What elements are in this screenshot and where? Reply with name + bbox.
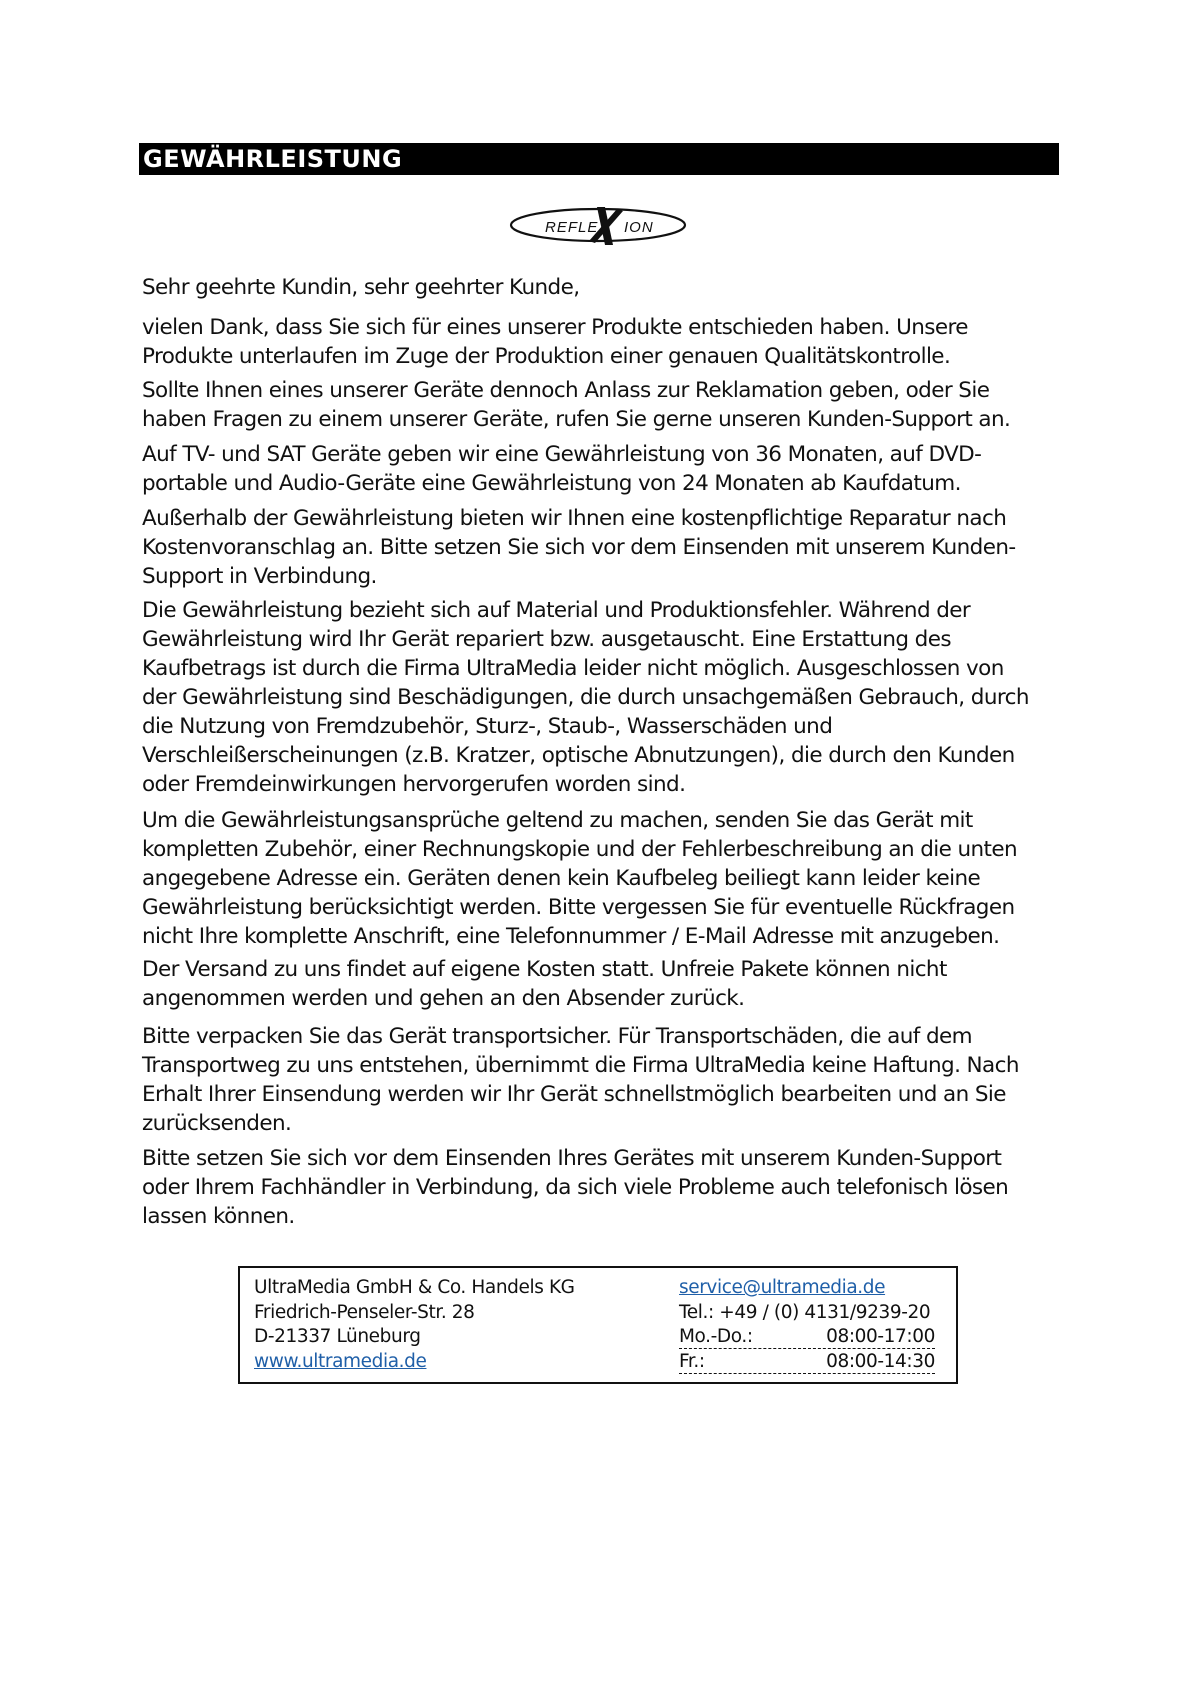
text-line: Die Gewährleistung bezieht sich auf Material und Produktionsfehler. Während der [142,598,971,623]
street-address: Friedrich-Penseler-Str. 28 [254,1301,475,1323]
text-line: Sollte Ihnen eines unserer Geräte dennoch Anlass zur Reklamation geben, oder Sie [142,378,990,403]
text-line: Support in Verbindung. [142,564,377,589]
reflexion-logo [507,199,689,251]
text-line: haben Fragen zu einem unserer Geräte, rufen Sie gerne unseren Kunden-Support an. [142,407,1011,432]
text-line: Erhalt Ihrer Einsendung werden wir Ihr Gerät schnellstmöglich bearbeiten und an Sie [142,1082,1006,1107]
hours-row-fri [679,1350,935,1374]
paragraph-packaging [142,1022,1062,1138]
text-line: die Nutzung von Fremdzubehör, Sturz-, Staub-, Wasserschäden und [142,714,833,739]
text-line: oder Fremdeinwirkungen hervorgerufen worden sind. [142,772,686,797]
paragraph-warranty-period [142,440,1062,498]
paragraph-warranty-scope [142,596,1062,799]
paragraph-complaint [142,376,1062,434]
text-line: angegebene Adresse ein. Geräten denen kein Kaufbeleg beiliegt kann leider keine [142,866,981,891]
hours-time: 08:00-17:00 [826,1326,935,1347]
text-line: Transportweg zu uns entstehen, übernimmt die Firma UltraMedia keine Haftung. Nach [142,1053,1019,1078]
text-line: Der Versand zu uns findet auf eigene Kosten statt. Unfreie Pakete können nicht [142,957,947,982]
company-name: UltraMedia GmbH & Co. Handels KG [254,1277,575,1298]
text-line: nicht Ihre komplette Anschrift, eine Telefonnummer / E-Mail Adresse mit anzugeben. [142,924,1000,949]
greeting [142,273,1062,302]
paragraph-contact-support [142,1144,1062,1231]
text-line: angenommen werden und gehen an den Absender zurück. [142,986,745,1011]
city-address: D-21337 Lüneburg [254,1326,421,1347]
text-line: Bitte setzen Sie sich vor dem Einsenden Ihres Gerätes mit unserem Kunden-Support [142,1146,1002,1171]
text-line: Kostenvoranschlag an. Bitte setzen Sie sich vor dem Einsenden mit unserem Kunden- [142,535,1016,560]
logo-text-right: ION [624,219,654,236]
text-line: Außerhalb der Gewährleistung bieten wir Ihnen eine kostenpflichtige Reparatur nach [142,506,1007,531]
paragraph-outside-warranty [142,504,1062,591]
phone-number: Tel.: +49 / (0) 4131/9239-20 [679,1301,931,1323]
text-line: Gewährleistung wird Ihr Gerät repariert bzw. ausgetauscht. Eine Erstattung des [142,627,951,652]
text-line: Bitte verpacken Sie das Gerät transportsicher. Für Transportschäden, die auf dem [142,1024,972,1049]
text-line: kompletten Zubehör, einer Rechnungskopie und der Fehlerbeschreibung an die unten [142,837,1018,862]
text-line: Auf TV- und SAT Geräte geben wir eine Gewährleistung von 36 Monaten, auf DVD- [142,442,982,467]
hours-time: 08:00-14:30 [826,1351,935,1372]
paragraph-shipping [142,955,1062,1013]
text-line: vielen Dank, dass Sie sich für eines unserer Produkte entschieden haben. Unsere [142,315,968,340]
hours-days: Fr.: [679,1351,705,1372]
paragraph-thanks [142,313,1062,371]
page-title: GEWÄHRLEISTUNG [139,143,1059,175]
text-line: lassen können. [142,1204,295,1229]
text-line: oder Ihrem Fachhändler in Verbindung, da sich viele Probleme auch telefonisch lösen [142,1175,1009,1200]
paragraph-claims [142,806,1062,951]
text-line: Gewährleistung berücksichtigt werden. Bitte vergessen Sie für eventuelle Rückfragen [142,895,1015,920]
text-line: der Gewährleistung sind Beschädigungen, die durch unsachgemäßen Gebrauch, durch [142,685,1029,710]
contact-box [238,1266,958,1384]
contact-details [679,1276,935,1375]
text-line: Um die Gewährleistungsansprüche geltend zu machen, senden Sie das Gerät mit [142,808,973,833]
logo-text-left: REFLE [545,219,599,236]
hours-days: Mo.-Do.: [679,1326,753,1347]
email-link[interactable]: service@ultramedia.de [679,1277,886,1298]
contact-address [254,1276,575,1374]
text-line: Produkte unterlaufen im Zuge der Produktion einer genauen Qualitätskontrolle. [142,344,951,369]
hours-row-mon-thu [679,1325,935,1349]
text-line: portable und Audio-Geräte eine Gewährleistung von 24 Monaten ab Kaufdatum. [142,471,961,496]
text-line: zurücksenden. [142,1111,292,1136]
text-line: Kaufbetrags ist durch die Firma UltraMedia leider nicht möglich. Ausgeschlossen von [142,656,1004,681]
greeting-line: Sehr geehrte Kundin, sehr geehrter Kunde, [142,275,580,300]
website-link[interactable]: www.ultramedia.de [254,1350,427,1372]
text-line: Verschleißerscheinungen (z.B. Kratzer, optische Abnutzungen), die durch den Kunden [142,743,1015,768]
